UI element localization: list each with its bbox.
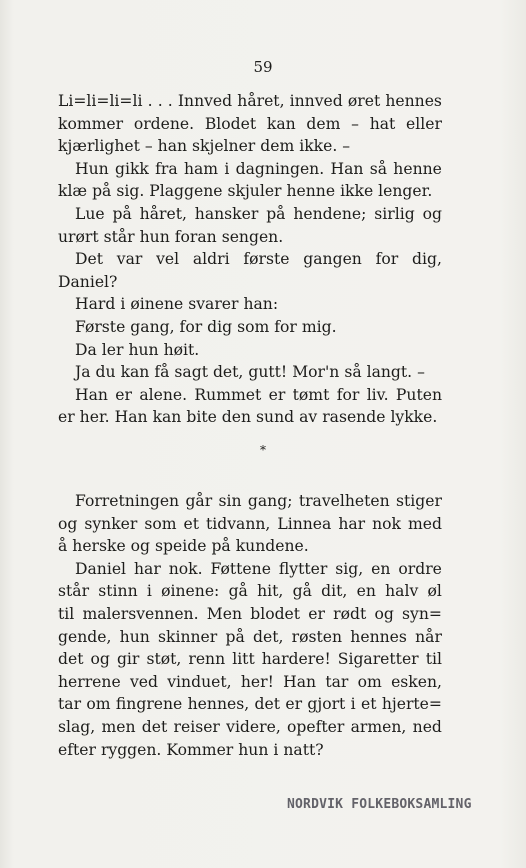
text-line: Ja du kan få sagt det, gutt! Mor'n så langt. – — [75, 363, 425, 382]
text-line: til malersvennen. Men blodet er rødt og syn= — [58, 604, 442, 623]
library-stamp: NORDVIK FOLKEBOKSAMLING — [287, 797, 472, 812]
text-line: urørt står hun foran sengen. — [58, 227, 284, 246]
text-line: Hard i øinene svarer han: — [75, 295, 279, 314]
text-line: Det var vel aldri første gangen for dig, — [75, 250, 442, 269]
text-line: efter ryggen. Kommer hun i natt? — [58, 740, 324, 759]
text-line: Forretningen går sin gang; travelheten stiger — [75, 492, 442, 510]
page-number: 59 — [253, 58, 273, 76]
text-line: slag, men det reiser videre, opefter armen, ned — [58, 717, 442, 736]
text-line: å herske og speide på kundene. — [58, 537, 309, 556]
text-line: herrene ved vinduet, her! Han tar om esken, — [58, 672, 442, 691]
text-line: tar om fingrene hennes, det er gjort i et hjerte= — [58, 695, 442, 714]
section-separator: * — [260, 443, 266, 457]
text-line: Første gang, for dig som for mig. — [75, 317, 337, 336]
text-line: står stinn i øinene: gå hit, gå dit, en halv øl — [58, 582, 442, 601]
text-line: gende, hun skinner på det, røsten hennes når — [58, 627, 442, 646]
text-line: og synker som et tidvann, Linnea har nok med — [58, 514, 442, 533]
text-line: klæ på sig. Plaggene skjuler henne ikke lenger. — [58, 182, 433, 201]
text-line: kommer ordene. Blodet kan dem – hat eller — [58, 114, 442, 133]
text-line: Daniel har nok. Føttene flytter sig, en ordre — [75, 559, 442, 578]
text-line: Li=li=li=li . . . Innved håret, innved øret hennes — [58, 92, 442, 110]
text-section-1 — [58, 90, 442, 429]
text-line: er her. Han kan bite den sund av rasende lykke. — [58, 408, 438, 427]
text-line: Lue på håret, hansker på hendene; sirlig og — [75, 204, 442, 223]
text-line: kjærlighet – han skjelner dem ikke. – — [58, 137, 351, 156]
text-line: Han er alene. Rummet er tømt for liv. Puten — [75, 385, 442, 404]
text-line: Daniel? — [58, 272, 118, 291]
text-line: det og gir støt, renn litt hardere! Sigaretter til — [58, 650, 442, 669]
text-line: Da ler hun høit. — [75, 340, 200, 359]
text-line: Hun gikk fra ham i dagningen. Han så henne — [75, 159, 442, 178]
text-section-2 — [58, 490, 442, 761]
